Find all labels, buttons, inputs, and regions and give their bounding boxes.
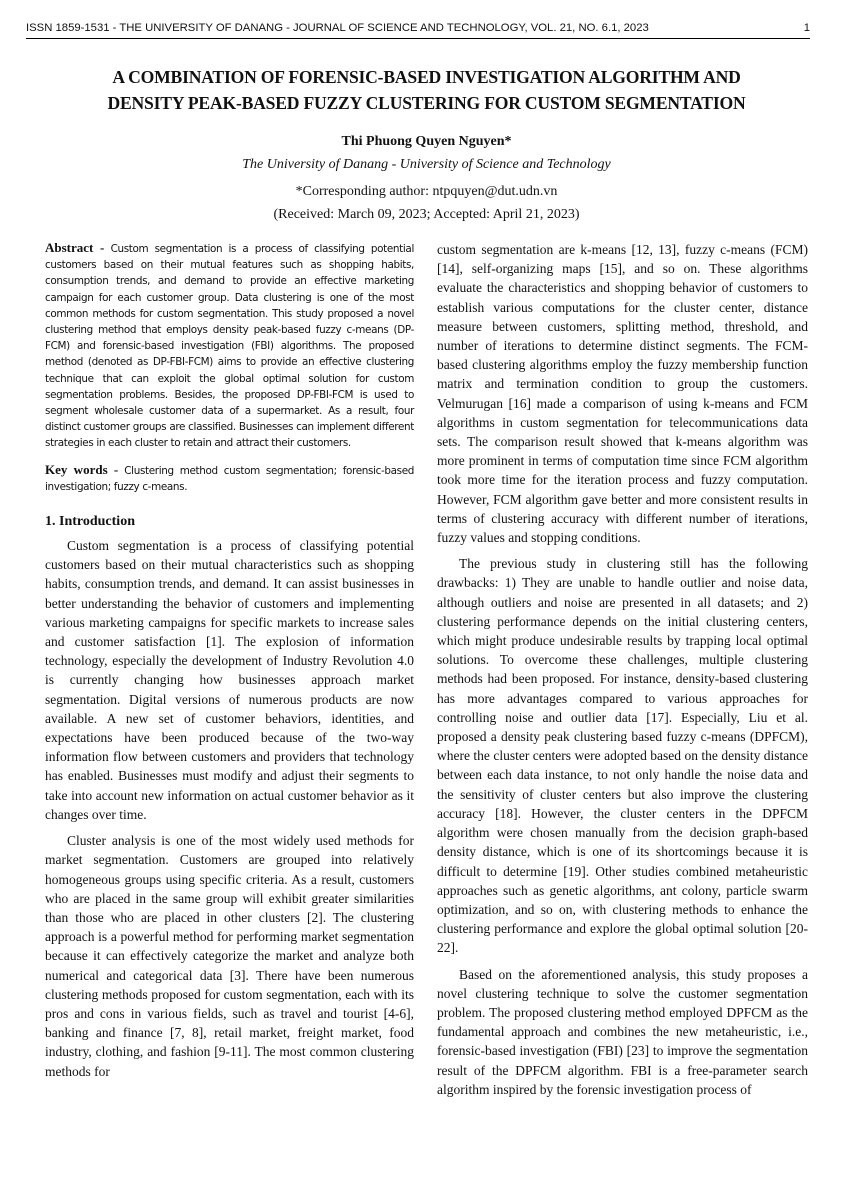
corresponding-author: *Corresponding author: ntpquyen@dut.udn.vn (295, 184, 558, 199)
right-column (437, 240, 808, 1099)
abstract-label: Abstract - (45, 240, 105, 255)
paragraph: The previous study in clustering still has the following drawbacks: 1) They are unable to handle outlier and noise data, although outliers and noise are presented in all datasets; and 2) clustering performance depends on the initial clustering centers, which might produce undesirable results by trapping local optimal solutions. To overcome these challenges, multiple clustering methods had been proposed. For instance, density-based clustering has more advantages compared to various approaches for controlling noise and outlier data [17]. Especially, Liu et al. proposed a density peak clustering based fuzzy c-means (DPFCM), where the cluster centers were adopted based on the density distance between each data instance, to not only handle the noise data and the sensitivity of cluster centers but also improve the clustering accuracy [18]. However, the cluster centers in the DPFCM algorithm were chosen manually from the decision graph-based density distance, which is one of its shortcomings because it is difficult to determine [19]. Other studies combined metaheuristic approaches such as genetic algorithms, ant colony, particle swarm optimization, and so on, with clustering methods to enhance the clustering performance and explore the global optimal solution [20-22]. (437, 556, 808, 956)
title-line-2: DENSITY PEAK-BASED FUZZY CLUSTERING FOR CUSTOM SEGMENTATION (107, 93, 746, 113)
paper-title (0, 64, 853, 116)
page-number: 1 (803, 22, 810, 34)
keywords-text: Clustering method custom segmentation; forensic-based investigation; fuzzy c-means. (45, 464, 414, 493)
paragraph: Based on the aforementioned analysis, this study proposes a novel clustering technique to solve the customer segmentation problem. The proposed clustering method employed DPFCM as the fundamental approach and combines the new metaheuristic, i.e., forensic-based investigation (FBI) [23] to improve the segmentation result of the DPFCM algorithm. FBI is a free-parameter search algorithm inspired by the forensic investigation process of (437, 966, 808, 1097)
paragraph: custom segmentation are k-means [12, 13], fuzzy c-means (FCM) [14], self-organizing maps [15], and so on. These algorithms evaluate the characteristics and shopping behavior of customers to establish various computations for the cluster center, distance measure between customers, splitting method, threshold, and number of iterations to determine distinct segments. The FCM-based clustering algorithms employ the fuzzy membership function matrix and termination condition to group the customers. Velmurugan [16] made a comparison of using k-means and FCM algorithms in custom segmentation for telecommunications data sets. The comparison result showed that k-means algorithm was more prominent in terms of computation time since FCM algorithm took more time for the iteration process and fuzzy computation. However, FCM algorithm gave better and more consistent results in terms of clustering accuracy with different number of iterations, fuzzy values and stopping conditions. (437, 242, 808, 546)
author-affiliation: The University of Danang - University of Science and Technology (242, 157, 611, 172)
received-accepted-dates: (Received: March 09, 2023; Accepted: April 21, 2023) (273, 207, 580, 222)
keywords (45, 462, 414, 495)
keywords-label: Key words - (45, 461, 119, 477)
running-header (26, 22, 810, 39)
paragraph: Custom segmentation is a process of classifying potential customers based on their mutual characteristics such as shopping habits, consumption trends, and demand. It can assist businesses in better understanding the behavior of customers and implementing various marketing campaigns for specific markets to increase sales and customer satisfaction [1]. The explosion of information technology, especially the development of Industry Revolution 4.0 is currently changing how businesses approach market segmentation. Digital versions of numerous products are now available. A new set of customer behaviors, identities, and expectations have been produced because of the two-way information flow between customers and providers that technology has enabled. Businesses must modify and adjust their segments to take into account new information on actual customer behavior as it changes over time. (45, 538, 414, 822)
journal-line: ISSN 1859-1531 - THE UNIVERSITY OF DANANG - JOURNAL OF SCIENCE AND TECHNOLOGY, VOL. 21, NO. 6.1, 2023 (26, 22, 649, 34)
abstract-text: Custom segmentation is a process of classifying potential customers based on their mutual features such as shopping habits, consumption trends, and demand to provide an effective marketing campaign for each customer group. Data clustering is one of the most common methods for custom segmentation. This study proposed a novel clustering method that employs density peak-based fuzzy c-means (DP-FCM) and forensic-based investigation (FBI) algorithms. The proposed method (denoted as DP-FBI-FCM) aims to provide an effective clustering technique that can exploit the global optimal solution for custom segmentation problems. Besides, the proposed DP-FBI-FCM is used to segment wholesale customer data of a supermarket. As a result, four distinct customer groups are classified. Businesses can implement different strategies in each cluster to retain and attract their customers. (45, 243, 414, 450)
author-block (0, 132, 853, 226)
abstract (45, 240, 414, 452)
left-column (45, 240, 414, 1081)
title-line-1: A COMBINATION OF FORENSIC-BASED INVESTIGATION ALGORITHM AND (112, 67, 741, 87)
paragraph: Cluster analysis is one of the most widely used methods for market segmentation. Customers are grouped into relatively homogeneous groups using specific criteria. As a result, customers who are placed in the same group will exhibit greater similarities than those who are placed in other clusters [2]. The clustering approach is a powerful method for performing market segmentation because it can effectively categorize the market and analyze both numerical and categorical data [3]. There have been numerous clustering methods proposed for custom segmentation, each with its pros and cons in various fields, such as travel and tourist [4-6], banking and finance [7, 8], retail market, freight market, food industry, clothing, and fashion [9-11]. The most common clustering methods for (45, 833, 414, 1079)
section-heading-introduction: 1. Introduction (45, 514, 135, 530)
author-name: Thi Phuong Quyen Nguyen* (341, 134, 512, 149)
